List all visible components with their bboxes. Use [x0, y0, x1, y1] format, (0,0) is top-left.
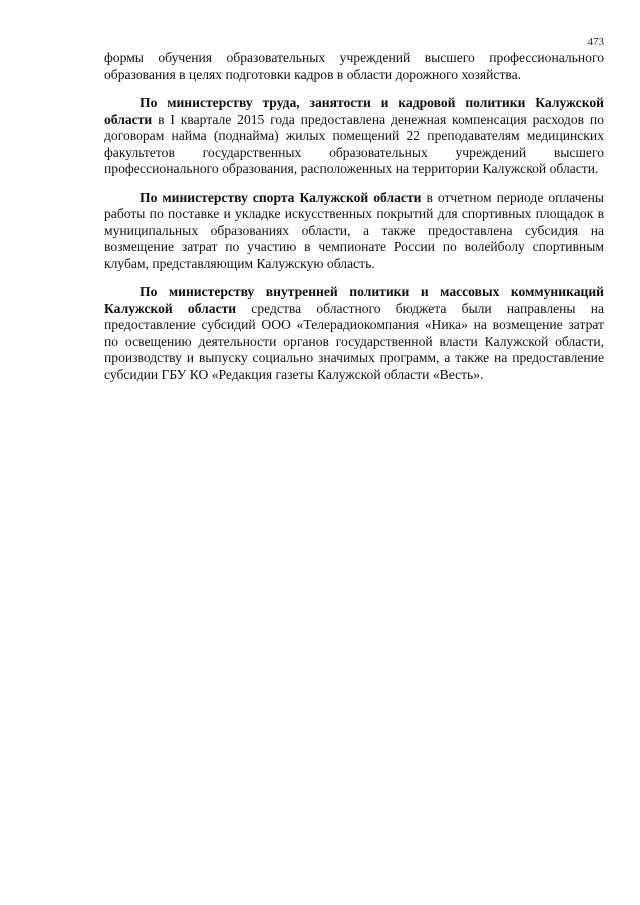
paragraph-heading: По министерству внутренней политики и массовых коммуникаций Калужской области: [104, 284, 604, 316]
paragraph-text: средства областного бюджета были направлены на предоставление субсидий ООО «Телерадиокомпания «Ника» на возмещение затрат по освещению деятельности органов государственной власти Калужской области, производству и выпуску социально значимых программ, а также на предоставление субсидии ГБУ КО «Редакция газеты Калужской области «Весть».: [104, 300, 605, 382]
paragraph-sport-ministry: [104, 190, 604, 273]
paragraph-text: в отчетном периоде оплачены работы по поставке и укладке искусственных покрытий для спортивных площадок в муниципальных образованиях области, а также предоставлена субсидия на возмещение затрат по участию в чемпионате России по волейболу спортивным клубам, представляющим Калужскую область.: [104, 189, 604, 271]
page-number: 473: [587, 36, 604, 48]
paragraph-text: в I квартале 2015 года предоставлена денежная компенсация расходов по договорам найма (поднайма) жилых помещений 22 преподавателям медицинских факультетов государственных образовательных учреждений высшего профессионального образования, расположенных на территории Калужской области.: [104, 111, 604, 176]
document-body: [104, 50, 604, 395]
paragraph-text: формы обучения образовательных учреждений высшего профессионального образования в целях подготовки кадров в области дорожного хозяйства.: [104, 50, 604, 82]
paragraph-internal-policy-ministry: [104, 284, 604, 383]
paragraph-heading: По министерству спорта Калужской области: [140, 189, 422, 205]
paragraph-continuation: [104, 50, 604, 83]
paragraph-heading: По министерству труда, занятости и кадровой политики Калужской области: [104, 95, 604, 127]
paragraph-labor-ministry: [104, 95, 604, 178]
